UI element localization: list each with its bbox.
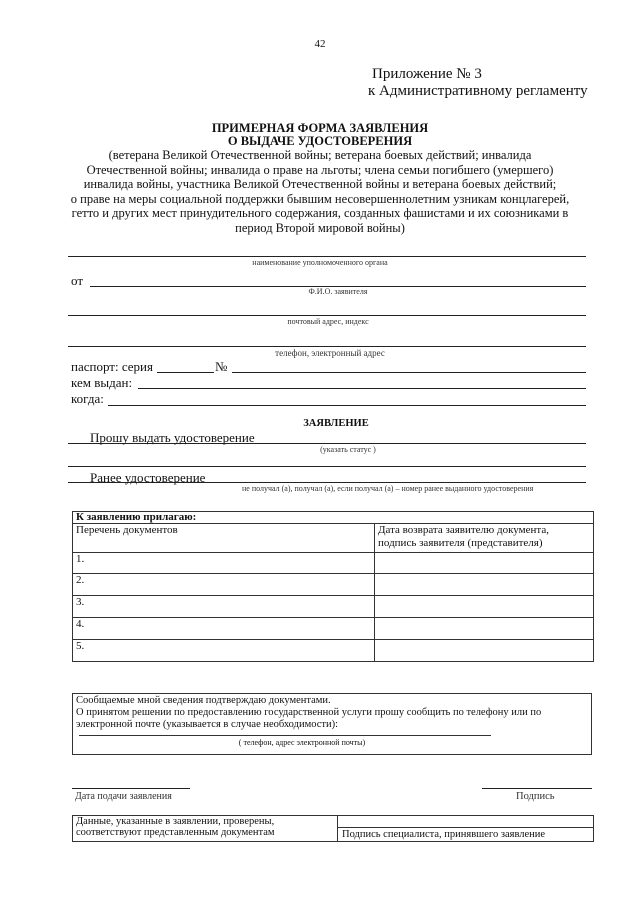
passport-number-field[interactable] xyxy=(232,372,586,373)
specialist-signature-field[interactable] xyxy=(338,816,593,828)
contact-caption: ( телефон, адрес электронной почты) xyxy=(238,738,366,747)
row-number-5[interactable]: 5. xyxy=(73,640,375,662)
request-text: Прошу выдать удостоверение xyxy=(90,430,255,445)
row-number-2[interactable]: 2. xyxy=(73,574,375,596)
table-row xyxy=(73,618,594,640)
form-subtitle-3: инвалида войны, участника Великой Отечественной войны и ветерана боевых действий; xyxy=(83,177,557,192)
phone-caption: телефон, электронный адрес xyxy=(275,348,385,358)
row-return-cell-4[interactable] xyxy=(375,618,594,640)
passport-series-field[interactable] xyxy=(157,372,214,373)
from-label: от xyxy=(71,273,84,288)
table-row xyxy=(73,640,594,662)
row-number-4[interactable]: 4. xyxy=(73,618,375,640)
attachments-heading-row xyxy=(73,512,594,524)
address-caption: почтовый адрес, индекс xyxy=(287,317,369,326)
form-subtitle-5: гетто и других мест принудительного содержания, созданных фашистами и их союзниками в xyxy=(71,206,569,221)
status-field-line-2[interactable] xyxy=(68,466,586,467)
verification-row xyxy=(73,816,594,842)
verification-text xyxy=(73,816,338,842)
attachments-header-row xyxy=(73,524,594,553)
statement-heading: ЗАЯВЛЕНИЕ xyxy=(303,418,369,429)
submission-date-label: Дата подачи заявления xyxy=(75,791,172,802)
form-title-block xyxy=(60,122,580,236)
page-number: 42 xyxy=(314,38,326,50)
confirmation-box xyxy=(72,693,592,755)
passport-number-label: № xyxy=(215,359,228,374)
annex-reference xyxy=(368,66,588,100)
confirmation-line-2: О принятом решении по предоставлению государственной услуги прошу сообщить по телефону или по xyxy=(76,707,542,718)
row-number-1[interactable]: 1. xyxy=(73,553,375,574)
table-row xyxy=(73,574,594,596)
form-subtitle-6: период Второй мировой войны) xyxy=(235,220,405,235)
row-return-cell-3[interactable] xyxy=(375,596,594,618)
row-return-cell-5[interactable] xyxy=(375,640,594,662)
contact-field-line[interactable] xyxy=(79,733,491,736)
form-title-line-2: О ВЫДАЧЕ УДОСТОВЕРЕНИЯ xyxy=(227,134,413,148)
passport-series-label: паспорт: серия xyxy=(71,359,153,374)
confirmation-line-1: Сообщаемые мной сведения подтверждаю документами. xyxy=(76,695,331,706)
annex-line-2: к Административному регламенту xyxy=(368,83,588,99)
return-date-column-header xyxy=(375,524,594,553)
return-date-header-line-1: Дата возврата заявителю документа, xyxy=(378,524,549,536)
issued-by-field[interactable] xyxy=(138,388,586,389)
row-return-cell-1[interactable] xyxy=(375,553,594,574)
verification-table xyxy=(72,815,594,842)
organ-field-line[interactable] xyxy=(68,256,586,257)
annex-line-1: Приложение № 3 xyxy=(372,66,482,82)
signature-field[interactable] xyxy=(482,788,592,789)
previous-certificate-field[interactable] xyxy=(68,482,586,483)
documents-column-header: Перечень документов xyxy=(73,524,375,553)
previous-certificate-text: Ранее удостоверение xyxy=(90,470,206,485)
verification-line-2: соответствуют представленным документам xyxy=(76,827,275,838)
form-subtitle-2: Отечественной войны; инвалида о праве на льготы; члена семьи погибшего (умершего) xyxy=(86,162,554,177)
issue-date-label: когда: xyxy=(71,391,104,406)
form-subtitle-1: (ветерана Великой Отечественной войны; ветерана боевых действий; инвалида xyxy=(108,148,532,162)
attachments-table xyxy=(72,511,594,662)
confirmation-line-3: электронной почте (указывается в случае необходимости): xyxy=(76,719,339,730)
status-caption: (указать статус ) xyxy=(320,445,376,454)
form-subtitle-4: о праве на меры социальной поддержки бывшим несовершеннолетним узникам концлагерей, xyxy=(70,191,570,206)
status-field-line[interactable] xyxy=(68,443,586,444)
phone-field-line[interactable] xyxy=(68,346,586,347)
previous-certificate-caption: не получал (а), получал (а), если получал (а) – номер ранее выданного удостоверения xyxy=(242,484,534,493)
signature-label: Подпись xyxy=(516,791,555,802)
submission-date-field[interactable] xyxy=(72,788,190,789)
issue-date-field[interactable] xyxy=(108,405,586,406)
issued-by-label: кем выдан: xyxy=(71,375,133,390)
form-title-line-1: ПРИМЕРНАЯ ФОРМА ЗАЯВЛЕНИЯ xyxy=(211,121,429,135)
table-row xyxy=(73,596,594,618)
row-return-cell-2[interactable] xyxy=(375,574,594,596)
specialist-signature-cell[interactable] xyxy=(338,816,594,842)
verification-line-1: Данные, указанные в заявлении, проверены, xyxy=(76,816,275,827)
table-row xyxy=(73,553,594,574)
fio-caption: Ф.И.О. заявителя xyxy=(308,287,368,296)
row-number-3[interactable]: 3. xyxy=(73,596,375,618)
attachments-heading: К заявлению прилагаю: xyxy=(73,512,594,524)
organ-caption: наименование уполномоченного органа xyxy=(252,258,388,267)
address-field-line[interactable] xyxy=(68,315,586,316)
specialist-signature-label: Подпись специалиста, принявшего заявление xyxy=(342,829,546,840)
return-date-header-line-2: подпись заявителя (представителя) xyxy=(378,537,543,549)
